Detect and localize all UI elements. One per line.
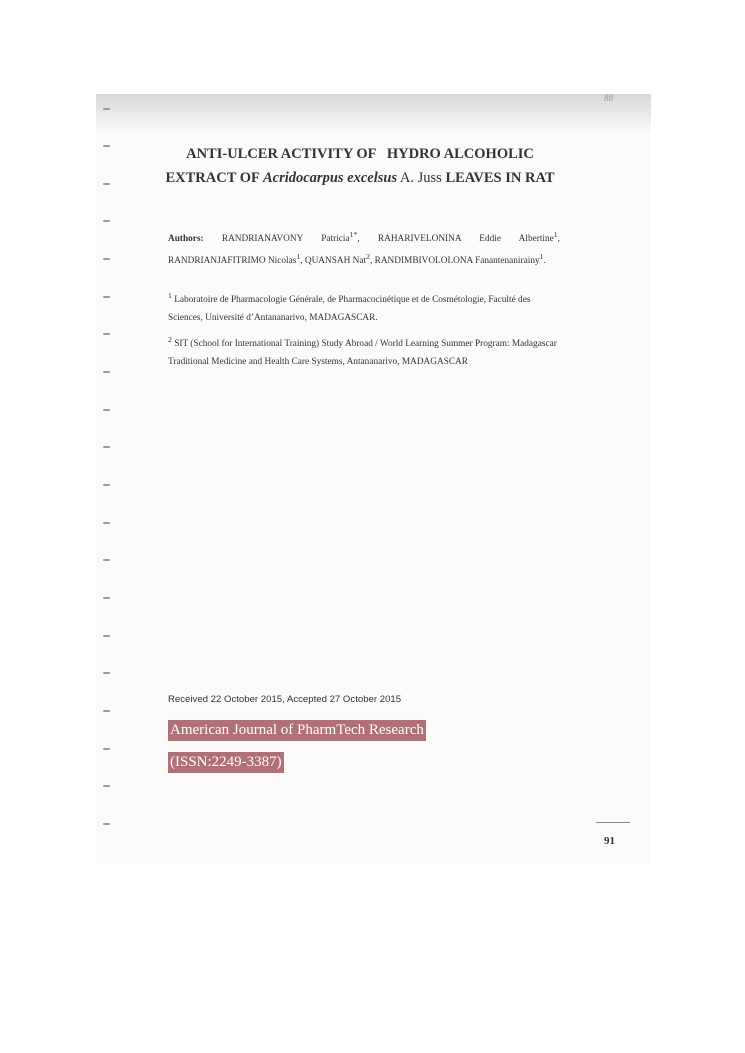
binder-mark <box>103 145 110 147</box>
binder-mark <box>103 785 110 787</box>
received-dates: Received 22 October 2015, Accepted 27 October 2015 <box>168 694 402 705</box>
title-text-end: LEAVES IN RAT <box>441 170 555 186</box>
binder-mark <box>103 484 110 486</box>
binder-mark <box>103 446 110 448</box>
species-name: Acridocarpus excelsus <box>262 170 398 186</box>
corner-handwritten-mark: 88 <box>604 93 613 103</box>
author-affil-sup: 2 <box>366 252 370 262</box>
affiliation-2 <box>168 331 560 371</box>
scanned-page <box>96 94 651 864</box>
binder-mark <box>103 748 110 750</box>
author-affil-sup: 1 <box>539 252 544 262</box>
title-line-1: ANTI-ULCER ACTIVITY OF HYDRO ALCOHOLIC <box>186 146 534 162</box>
author-name: RANDRIANAVONY Patricia <box>203 234 350 245</box>
affiliation-text: SIT (School for International Training) Study Abroad / World Learning Summer Program: Madagascar Traditional Medicine and Health Care Systems, Antananarivo, MADAGASCAR <box>168 339 557 368</box>
authors-block <box>168 226 560 270</box>
binder-mark <box>103 108 110 110</box>
author-affil-sup: 1* <box>349 230 358 239</box>
scan-shadow <box>96 94 651 134</box>
binder-mark <box>103 710 110 712</box>
author-name: , RANDRIANJAFITRIMO Nicolas <box>168 234 560 267</box>
binder-mark <box>103 333 110 335</box>
page-number: 91 <box>604 835 615 847</box>
author-name: , QUANSAH Nat <box>300 256 367 267</box>
affiliation-sup: 2 <box>168 335 172 344</box>
binder-mark <box>103 559 110 561</box>
binder-mark <box>103 522 110 524</box>
binder-mark <box>103 823 110 825</box>
binder-mark <box>103 220 110 222</box>
paper-title <box>150 142 570 190</box>
authors-label: Authors: <box>168 234 204 245</box>
journal-name: American Journal of PharmTech Research <box>168 720 426 741</box>
title-text: EXTRACT OF <box>165 170 263 186</box>
author-name: , RANDIMBIVOLOLONA Fanantenanirainy <box>369 256 540 267</box>
binder-mark <box>103 635 110 637</box>
binder-mark <box>103 409 110 411</box>
author-affil-sup: 1 <box>553 230 558 239</box>
page-rule <box>596 822 630 823</box>
affiliation-text: Laboratoire de Pharmacologie Générale, de Pharmacocinétique et de Cosmétologie, Faculté des Sciences, Université d’Antananarivo, MADAGASCAR. <box>168 295 531 324</box>
binder-mark <box>103 258 110 260</box>
author-affil-sup: 1 <box>296 252 301 262</box>
affiliation-sup: 1 <box>168 291 172 300</box>
author-name: , RAHARIVELONINA Eddie Albertine <box>357 234 554 245</box>
journal-issn: (ISSN:2249-3387) <box>168 752 284 773</box>
species-authority: A. Juss <box>397 170 442 186</box>
affiliation-1 <box>168 287 560 327</box>
binder-mark <box>103 183 110 185</box>
binder-mark <box>103 371 110 373</box>
authors-end: . <box>543 256 546 267</box>
binder-mark <box>103 597 110 599</box>
binder-mark <box>103 296 110 298</box>
binder-mark <box>103 672 110 674</box>
title-line-2 <box>150 166 570 190</box>
